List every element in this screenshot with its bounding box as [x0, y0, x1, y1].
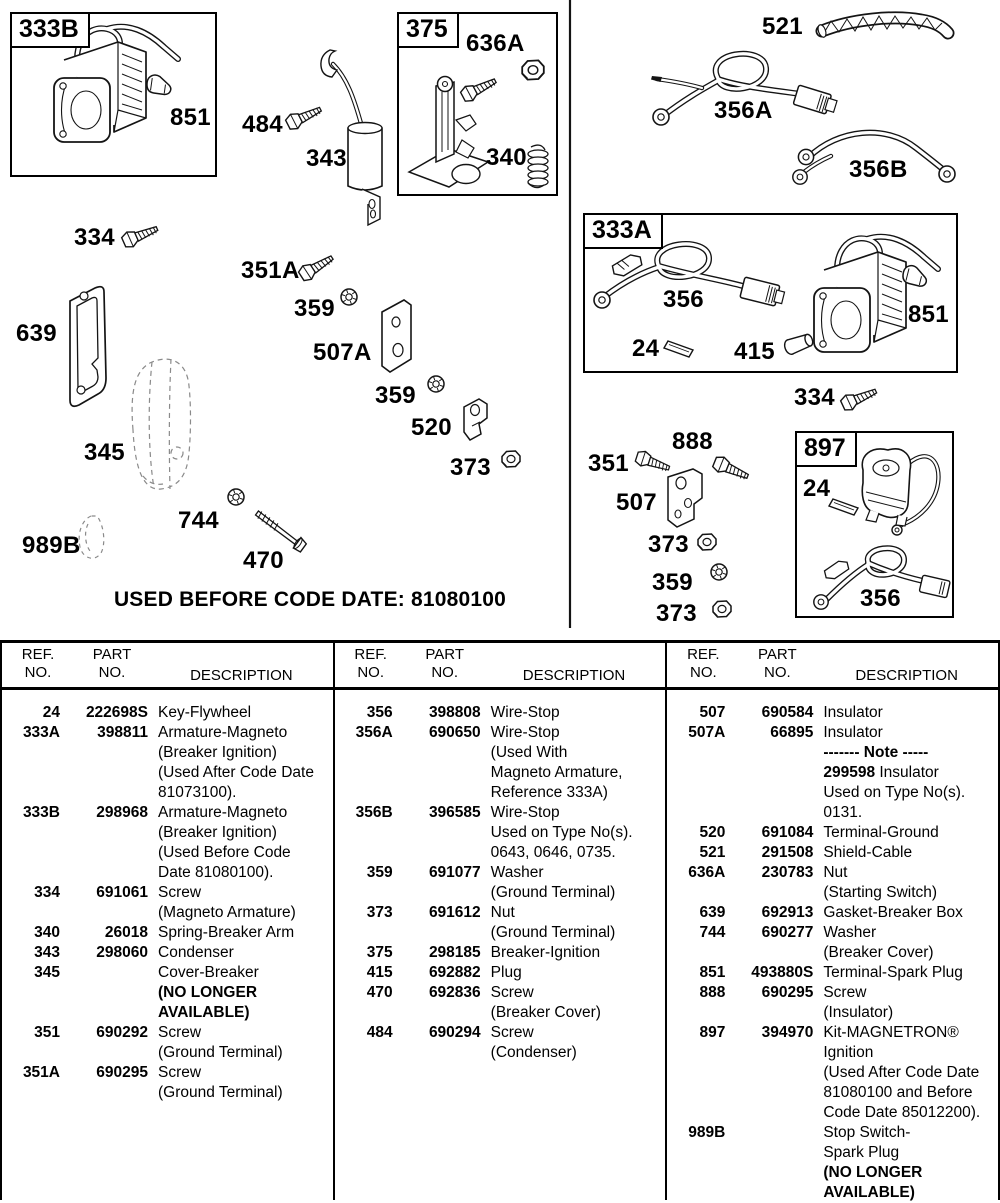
- table-row-24: [2, 703, 333, 723]
- part-no: 398808: [428, 704, 481, 721]
- part-no: 692913: [761, 904, 814, 921]
- ref-no: 897: [699, 1024, 726, 1041]
- description: Insulator: [823, 704, 883, 721]
- part-no: 690295: [96, 1064, 148, 1081]
- ref-no: 356: [366, 704, 393, 721]
- part-no: 66895: [770, 724, 814, 741]
- table-header: REF. NO. PART NO. DESCRIPTION: [667, 643, 998, 690]
- nut-373-icon: [502, 451, 520, 467]
- description: Wire-Stop: [490, 704, 560, 721]
- table-row-373: [335, 903, 666, 943]
- description: Spring-Breaker Arm: [158, 924, 295, 941]
- ref-no: 744: [699, 924, 726, 941]
- header-part: PART: [92, 646, 132, 663]
- shield-cable-521-drawing: [816, 16, 948, 38]
- ref-no: 373: [366, 904, 393, 921]
- callout-345: 345: [84, 439, 125, 466]
- description: Terminal-Ground: [823, 824, 939, 841]
- description: Nut (Ground Terminal): [490, 904, 616, 941]
- callout-351A: 351A: [241, 257, 300, 284]
- callout-351: 351: [588, 450, 629, 477]
- ref-no: 351A: [22, 1064, 60, 1081]
- description: Insulator ------- Note ----- 299598 Insulator Used on Type No(s). 0131.: [823, 724, 966, 821]
- table-row-989B: [667, 1123, 998, 1203]
- part-no: 298968: [96, 804, 148, 821]
- part-no: 394970: [761, 1024, 814, 1041]
- description: Washer (Breaker Cover): [823, 924, 934, 961]
- description: Kit-MAGNETRON® Ignition (Used After Code Date 81080100 and Before Code Date 85012200).: [823, 1024, 981, 1121]
- group-box-label: 333B: [12, 14, 90, 48]
- callout-356: 356: [860, 585, 901, 612]
- group-box-label: 897: [797, 433, 857, 467]
- callout-334: 334: [74, 224, 115, 251]
- part-no: 691077: [428, 864, 481, 881]
- ref-no: 356A: [355, 724, 393, 741]
- table-row-343: [2, 943, 333, 963]
- ref-no: 470: [366, 984, 393, 1001]
- ref-no: 333A: [22, 724, 60, 741]
- description: Screw (Insulator): [823, 984, 894, 1021]
- washer-359-icon: [711, 564, 727, 580]
- table-row-340: [2, 923, 333, 943]
- callout-484: 484: [242, 111, 283, 138]
- parts-table-column-2: [335, 643, 668, 1200]
- parts-table-column-1: [2, 643, 335, 1200]
- table-row-639: [667, 903, 998, 923]
- table-row-356A: [335, 723, 666, 803]
- table-row-507: [667, 703, 998, 723]
- callout-373: 373: [656, 600, 697, 627]
- callout-356: 356: [663, 286, 704, 313]
- table-row-345: [2, 963, 333, 1023]
- condenser-343-drawing: [321, 50, 382, 225]
- part-no: 690584: [761, 704, 814, 721]
- table-row-636A: [667, 863, 998, 903]
- callout-521: 521: [762, 13, 803, 40]
- part-no: 691084: [761, 824, 814, 841]
- parts-table: [0, 640, 1000, 1200]
- description: Shield-Cable: [823, 844, 913, 861]
- callout-334: 334: [794, 384, 835, 411]
- header-ref: REF.: [21, 646, 55, 663]
- table-row-333A: [2, 723, 333, 803]
- header-description: DESCRIPTION: [190, 667, 293, 684]
- description: Armature-Magneto (Breaker Ignition) (Used After Code Date 81073100).: [158, 724, 314, 801]
- ref-no: 415: [366, 964, 393, 981]
- callout-415: 415: [734, 338, 775, 365]
- part-no: 692836: [428, 984, 481, 1001]
- ref-no: 351: [34, 1024, 60, 1041]
- part-no: 493880S: [751, 964, 814, 981]
- description: Stop Switch- Spark Plug (NO LONGER AVAILABLE): [823, 1124, 923, 1201]
- insulator-507-drawing: [668, 469, 702, 527]
- table-header: REF. NO. PART NO. DESCRIPTION: [335, 643, 666, 690]
- part-no: 691061: [96, 884, 148, 901]
- callout-356B: 356B: [849, 156, 908, 183]
- table-row-851: [667, 963, 998, 983]
- description: Nut (Starting Switch): [823, 864, 938, 901]
- table-header: REF. NO. PART NO. DESCRIPTION: [2, 643, 333, 690]
- code-date-caption: USED BEFORE CODE DATE: 81080100: [113, 588, 507, 611]
- table-row-888: [667, 983, 998, 1023]
- callout-636A: 636A: [466, 30, 525, 57]
- description: Screw (Ground Terminal): [158, 1064, 283, 1101]
- screw-888-icon: [712, 455, 751, 483]
- ref-no: 333B: [22, 804, 60, 821]
- parts-table-column-3: [667, 643, 1000, 1200]
- callout-888: 888: [672, 428, 713, 455]
- description: Screw (Magneto Armature): [158, 884, 296, 921]
- table-row-375: [335, 943, 666, 963]
- callout-851: 851: [170, 104, 211, 131]
- part-no: [725, 1123, 813, 1203]
- table-row-356: [335, 703, 666, 723]
- description: Condenser: [158, 944, 234, 961]
- part-no: 690650: [428, 724, 481, 741]
- ref-no: 484: [366, 1024, 393, 1041]
- description: Screw (Condenser): [490, 1024, 577, 1061]
- description: Wire-Stop Used on Type No(s). 0643, 0646, 0735.: [490, 804, 633, 861]
- description: Key-Flywheel: [158, 704, 252, 721]
- ref-no: 343: [34, 944, 60, 961]
- screw-351-icon: [634, 449, 671, 474]
- table-row-334: [2, 883, 333, 923]
- ref-no: 851: [699, 964, 726, 981]
- table-row-520: [667, 823, 998, 843]
- table-row-415: [335, 963, 666, 983]
- table-row-359: [335, 863, 666, 903]
- callout-359: 359: [375, 382, 416, 409]
- callout-24: 24: [803, 475, 831, 502]
- callout-359: 359: [652, 569, 693, 596]
- callout-24: 24: [632, 335, 660, 362]
- callout-340: 340: [486, 144, 527, 171]
- callout-507A: 507A: [313, 339, 372, 366]
- table-row-484: [335, 1023, 666, 1063]
- callout-744: 744: [178, 507, 219, 534]
- table-row-356B: [335, 803, 666, 863]
- part-no: 298185: [428, 944, 481, 961]
- table-row-521: [667, 843, 998, 863]
- ref-no: 359: [366, 864, 393, 881]
- callout-851: 851: [908, 301, 949, 328]
- description: Wire-Stop (Used With Magneto Armature, Reference 333A): [490, 724, 623, 801]
- screw-351A-icon: [297, 250, 336, 283]
- ref-no: 520: [699, 824, 726, 841]
- ref-no: 375: [366, 944, 393, 961]
- part-no: 691612: [428, 904, 481, 921]
- nut-373-icon: [698, 534, 716, 550]
- part-no: 690292: [96, 1024, 148, 1041]
- terminal-ground-520-drawing: [464, 399, 487, 440]
- ref-no: 888: [699, 984, 726, 1001]
- callout-373: 373: [648, 531, 689, 558]
- part-no: [60, 963, 148, 1023]
- washer-744-icon: [228, 489, 244, 505]
- part-no: 398811: [97, 724, 148, 741]
- part-no: 230783: [761, 864, 814, 881]
- screw-334-icon: [120, 220, 159, 249]
- description: Plug: [490, 964, 522, 981]
- gasket-breaker-box-639-drawing: [70, 287, 106, 407]
- part-no: 26018: [104, 924, 148, 941]
- stop-switch-989B-drawing: [79, 516, 104, 558]
- part-no: 291508: [761, 844, 814, 861]
- part-no: 690295: [761, 984, 814, 1001]
- callout-373: 373: [450, 454, 491, 481]
- ref-no: 507: [699, 704, 726, 721]
- callout-520: 520: [411, 414, 452, 441]
- callout-359: 359: [294, 295, 335, 322]
- part-no: 690277: [761, 924, 814, 941]
- group-box-label: 375: [399, 14, 459, 48]
- table-row-744: [667, 923, 998, 963]
- description: Gasket-Breaker Box: [823, 904, 963, 921]
- washer-359-icon: [428, 376, 444, 392]
- part-no: 222698S: [85, 704, 148, 721]
- screw-484-icon: [284, 101, 323, 132]
- table-row-333B: [2, 803, 333, 883]
- table-row-351: [2, 1023, 333, 1063]
- ref-no: 334: [34, 884, 60, 901]
- part-no: 692882: [428, 964, 481, 981]
- description: Terminal-Spark Plug: [823, 964, 963, 981]
- group-box-label: 333A: [585, 215, 663, 249]
- part-no: 298060: [96, 944, 148, 961]
- description: Screw (Breaker Cover): [490, 984, 601, 1021]
- description: Armature-Magneto (Breaker Ignition) (Used Before Code Date 81080100).: [158, 804, 291, 881]
- ref-no: 356B: [355, 804, 393, 821]
- callout-356A: 356A: [714, 97, 773, 124]
- table-row-351A: [2, 1063, 333, 1103]
- group-box-333B: [10, 12, 217, 177]
- description: Cover-Breaker (NO LONGER AVAILABLE): [158, 964, 259, 1021]
- table-row-507A: [667, 723, 998, 823]
- part-no: 396585: [428, 804, 481, 821]
- description: Breaker-Ignition: [490, 944, 601, 961]
- screw-334-icon: [839, 383, 878, 413]
- callout-989B: 989B: [22, 532, 81, 559]
- ref-no: 507A: [688, 724, 726, 741]
- nut-373-icon: [713, 601, 731, 617]
- part-no: 690294: [428, 1024, 481, 1041]
- insulator-507A-drawing: [382, 300, 411, 372]
- ref-no: 639: [699, 904, 726, 921]
- description: Screw (Ground Terminal): [158, 1024, 283, 1061]
- callout-507: 507: [616, 489, 657, 516]
- callout-639: 639: [16, 320, 57, 347]
- cover-breaker-345-drawing: [132, 359, 190, 489]
- callout-343: 343: [306, 145, 347, 172]
- ref-no: 24: [42, 704, 60, 721]
- table-row-897: [667, 1023, 998, 1123]
- ref-no: 340: [34, 924, 60, 941]
- ref-no: 345: [34, 964, 60, 981]
- ref-no: 989B: [688, 1124, 726, 1141]
- description: Washer (Ground Terminal): [490, 864, 616, 901]
- washer-359-icon: [341, 289, 357, 305]
- callout-470: 470: [243, 547, 284, 574]
- ref-no: 521: [699, 844, 726, 861]
- ref-no: 636A: [688, 864, 726, 881]
- table-row-470: [335, 983, 666, 1023]
